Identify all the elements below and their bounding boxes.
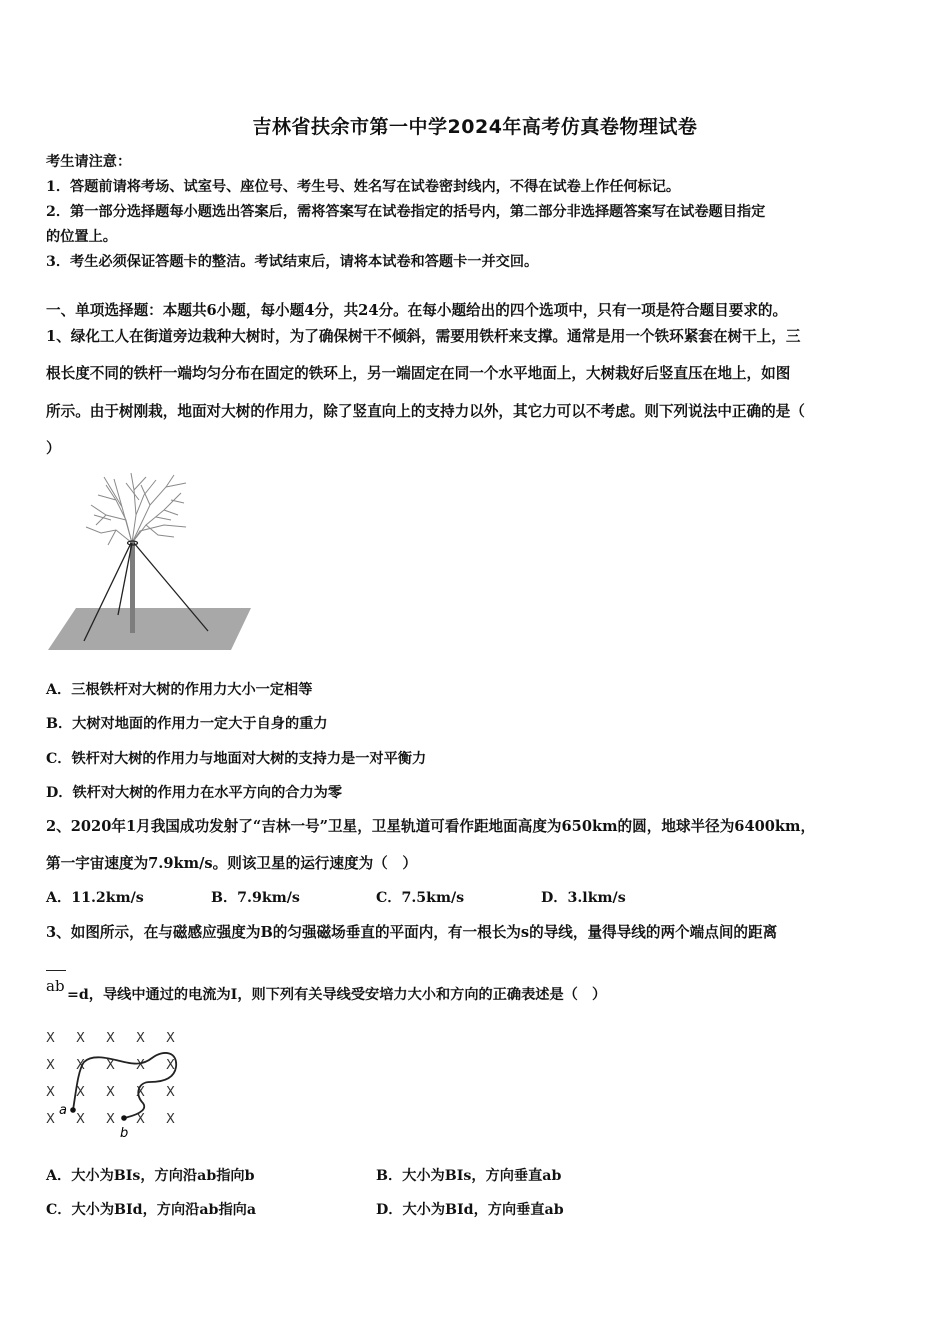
field-x-mark: X xyxy=(106,1112,115,1127)
notice-item: 2．第一部分选择题每小题选出答案后，需将答案写在试卷指定的括号内，第二部分非选择题答案写在试卷题目指定 xyxy=(46,204,766,220)
notice-item: 1．答题前请将考场、试室号、座位号、考生号、姓名写在试卷密封线内，不得在试卷上作任何标记。 xyxy=(46,179,681,195)
field-x-mark: X xyxy=(106,1058,115,1073)
q3-text: 3、如图所示，在与磁感应强度为B的匀强磁场垂直的平面内，有一根长为s的导线，量得导线的两个端点间的距离 xyxy=(46,924,778,941)
field-x-mark: X xyxy=(46,1031,55,1046)
q3-option-b[interactable]: B．大小为BIs，方向垂直ab xyxy=(376,1168,562,1184)
q2-option-c[interactable]: C．7.5km/s xyxy=(376,890,465,906)
field-x-mark: X xyxy=(76,1058,85,1073)
field-x-mark: X xyxy=(76,1112,85,1127)
q1-option-b[interactable]: B．大树对地面的作用力一定大于自身的重力 xyxy=(46,716,328,732)
q1-option-a[interactable]: A．三根铁杆对大树的作用力大小一定相等 xyxy=(46,682,313,698)
notice-item: 3．考生必须保证答题卡的整洁。考试结束后，请将本试卷和答题卡一并交回。 xyxy=(46,254,539,270)
q1-text: ） xyxy=(46,440,61,457)
tree-branches xyxy=(86,473,186,545)
q1-option-c[interactable]: C．铁杆对大树的作用力与地面对大树的支持力是一对平衡力 xyxy=(46,751,427,767)
q2-text: 第一宇宙速度为7.9km/s。则该卫星的运行速度为（ ） xyxy=(46,855,417,872)
field-x-mark: X xyxy=(76,1031,85,1046)
ab-label: ab xyxy=(46,977,65,995)
field-x-mark: X xyxy=(76,1085,85,1100)
q3-text: =d，导线中通过的电流为I，则下列有关导线受安培力大小和方向的正确表述是（ ） xyxy=(67,987,607,1003)
field-x-mark: X xyxy=(136,1112,145,1127)
q3-option-a[interactable]: A．大小为BIs，方向沿ab指向b xyxy=(46,1168,255,1184)
field-x-mark: X xyxy=(166,1031,175,1046)
field-x-mark: X xyxy=(166,1085,175,1100)
q3-option-c[interactable]: C．大小为BId，方向沿ab指向a xyxy=(46,1202,257,1218)
q1-text: 1、绿化工人在街道旁边栽种大树时，为了确保树干不倾斜，需要用铁杆来支撑。通常是用一个铁环紧套在树干上，三 xyxy=(46,328,801,345)
field-x-mark: X xyxy=(136,1058,145,1073)
q2-option-b[interactable]: B．7.9km/s xyxy=(211,890,300,906)
q3-option-d[interactable]: D．大小为BId，方向垂直ab xyxy=(376,1202,564,1218)
q1-text: 根长度不同的铁杆一端均匀分布在固定的铁环上，另一端固定在同一个水平地面上，大树栽好后竖直压在地上，如图 xyxy=(46,365,791,382)
q1-text: 所示。由于树刚栽，地面对大树的作用力，除了竖直向上的支持力以外，其它力可以不考虑。则下列说法中正确的是（ xyxy=(46,403,805,420)
ground-plane xyxy=(48,608,251,650)
field-x-mark: X xyxy=(106,1085,115,1100)
label-a: a xyxy=(59,1103,67,1118)
tree-trunk xyxy=(130,541,135,633)
notice-item: 的位置上。 xyxy=(46,229,117,245)
section-heading: 一、单项选择题：本题共6小题，每小题4分，共24分。在每小题给出的四个选项中，只有一项是符合题目要求的。 xyxy=(46,302,788,319)
label-b: b xyxy=(120,1126,129,1141)
field-x-mark: X xyxy=(46,1085,55,1100)
q2-option-d[interactable]: D．3.lkm/s xyxy=(541,890,626,906)
notice-heading: 考生请注意： xyxy=(46,154,132,170)
wire xyxy=(73,1053,176,1118)
q2-option-a[interactable]: A．11.2km/s xyxy=(46,890,144,906)
tree-figure xyxy=(46,465,256,655)
ab-overline xyxy=(46,970,66,971)
point-a xyxy=(70,1107,76,1113)
page-title: 吉林省扶余市第一中学2024年高考仿真卷物理试卷 xyxy=(252,116,698,138)
field-x-mark: X xyxy=(106,1031,115,1046)
field-x-mark: X xyxy=(136,1085,145,1100)
q2-text: 2、2020年1月我国成功发射了“吉林一号”卫星，卫星轨道可看作距地面高度为650km的圆，地球半径为6400km， xyxy=(46,818,816,835)
point-b xyxy=(121,1115,127,1121)
field-x-mark: X xyxy=(166,1112,175,1127)
field-x-mark: X xyxy=(46,1058,55,1073)
q1-option-d[interactable]: D．铁杆对大树的作用力在水平方向的合力为零 xyxy=(46,785,343,801)
field-x-mark: X xyxy=(166,1058,175,1073)
field-x-mark: X xyxy=(46,1112,55,1127)
magnetic-field-figure xyxy=(40,1022,200,1147)
field-x-mark: X xyxy=(136,1031,145,1046)
